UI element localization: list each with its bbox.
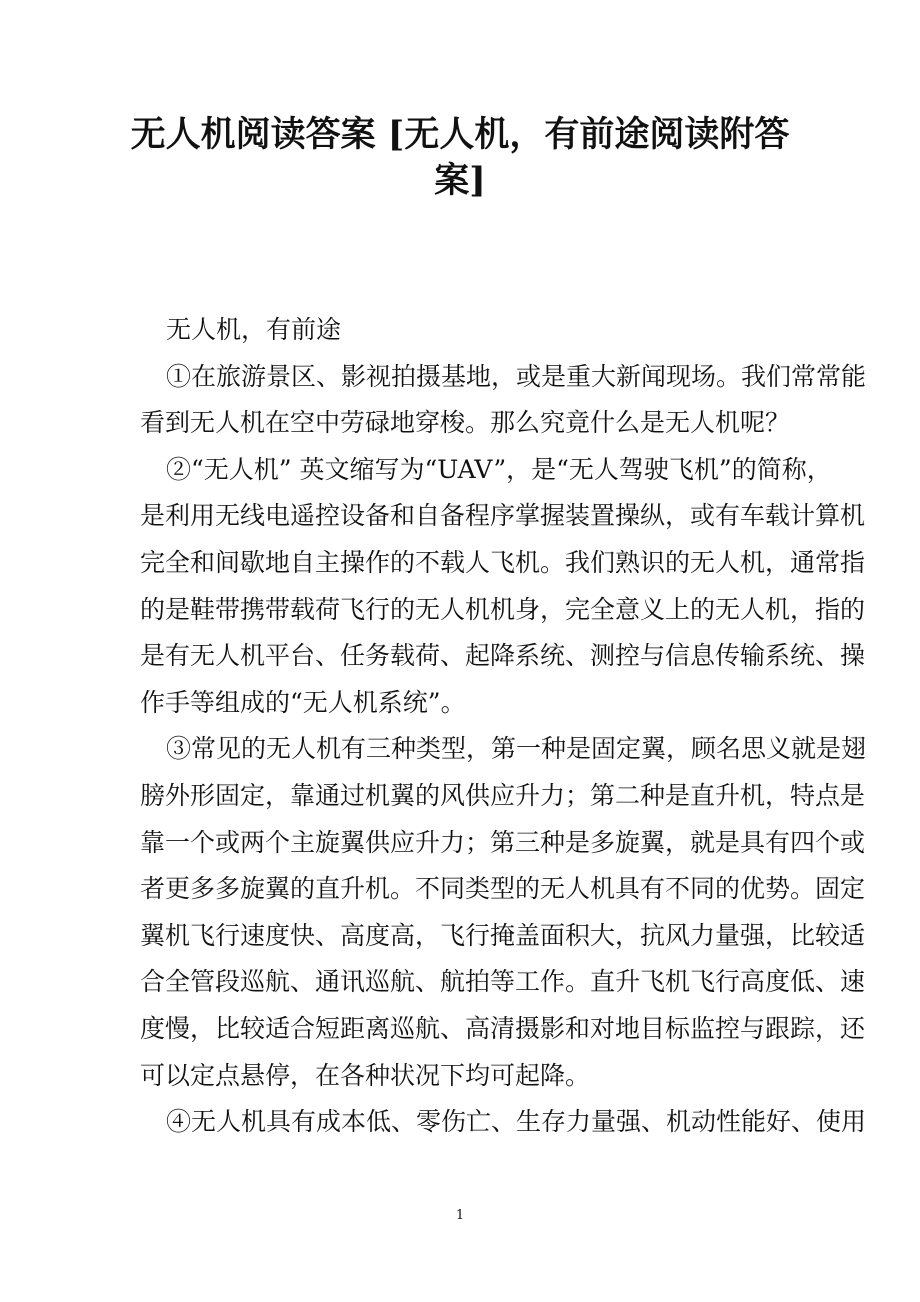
paragraph-line: 作手等组成的“无人机系统”。: [140, 687, 466, 717]
paragraph-line: ②“无人机” 英文缩写为“UAV”，是“无人驾驶飞机”的简称，: [166, 454, 832, 484]
document-body: [140, 307, 867, 1146]
paragraph-line: 度慢，比较适合短距离巡航、高清摄影和对地目标监控与跟踪，还: [140, 1013, 866, 1043]
paragraph-line: 者更多多旋翼的直升机。不同类型的无人机具有不同的优势。固定: [140, 874, 866, 904]
paragraph-line: 是利用无线电遥控设备和自备程序掌握装置操纵，或有车载计算机: [140, 501, 866, 531]
paragraph-line: 完全和间歇地自主操作的不载人飞机。我们熟识的无人机，通常指: [140, 547, 866, 577]
paragraph-line: 合全管段巡航、通讯巡航、航拍等工作。直升飞机飞行高度低、速: [140, 967, 866, 997]
paragraph: [140, 726, 867, 1099]
paragraph-line: 是有无人机平台、任务载荷、起降系统、测控与信息传输系统、操: [140, 641, 866, 671]
paragraph-line: ④无人机具有成本低、零伤亡、生存力量强、机动性能好、使用: [166, 1107, 867, 1137]
paragraph: [140, 447, 866, 727]
paragraph: [140, 1099, 867, 1146]
paragraph-line: 看到无人机在空中劳碌地穿梭。那么究竟什么是无人机呢？: [140, 408, 791, 438]
paragraph-line: 靠一个或两个主旋翼供应升力；第三种是多旋翼，就是具有四个或: [140, 827, 866, 857]
title-line: 案]: [434, 160, 486, 201]
title-line: 无人机阅读答案 [无人机，有前途阅读附答: [130, 114, 790, 155]
paragraph-line: 膀外形固定，靠通过机翼的风供应升力；第二种是直升机，特点是: [140, 780, 866, 810]
document-title: [100, 112, 820, 204]
paragraph-line: ①在旅游景区、影视拍摄基地，或是重大新闻现场。我们常常能: [166, 361, 867, 391]
paragraphs: [140, 354, 867, 1146]
paragraph: [140, 354, 867, 447]
paragraph-line: 的是鞋带携带载荷飞行的无人机机身，完全意义上的无人机，指的: [140, 594, 866, 624]
page-number: 1: [455, 1208, 465, 1223]
paragraph-line: 翼机飞行速度快、高度高，飞行掩盖面积大，抗风力量强，比较适: [140, 920, 866, 950]
paragraph-line: ③常见的无人机有三种类型，第一种是固定翼，顾名思义就是翅: [166, 734, 867, 764]
paragraph-line: 可以定点悬停，在各种状况下均可起降。: [140, 1060, 591, 1090]
section-heading: 无人机，有前途: [166, 315, 342, 344]
